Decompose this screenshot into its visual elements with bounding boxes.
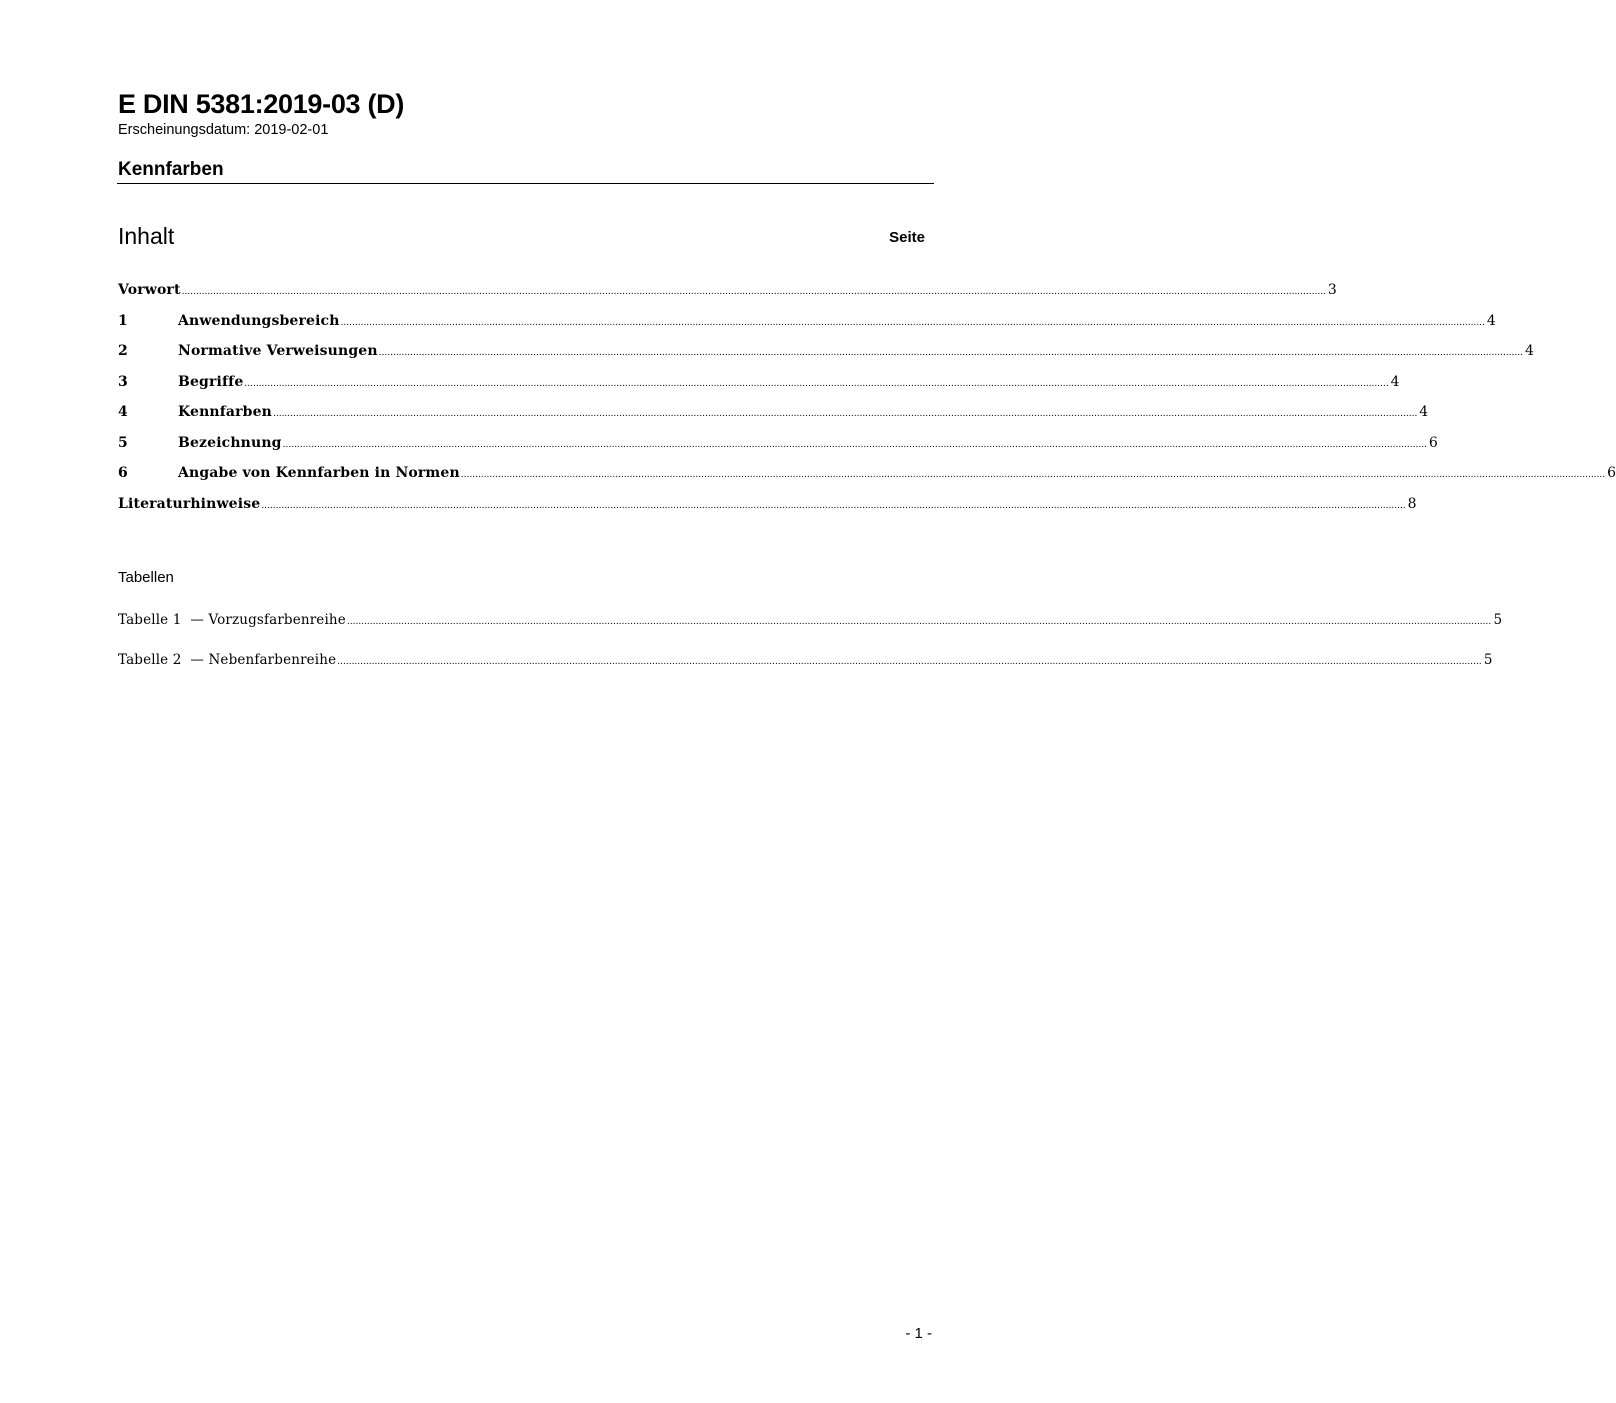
list-of-tables [118,608,1503,688]
dot-leader: ................................................................................................................................................................................................................................................................................................................................................................................................................ [272,409,1418,419]
dot-leader: ................................................................................................................................................................................................................................................................................................................................................................................................................ [460,470,1606,480]
toc-entry-page: 4 [1419,404,1429,420]
toc-entry-specification-in-standards[interactable] [118,461,1616,492]
toc-entry-terms[interactable] [118,370,1400,401]
toc-entry-page: 6 [1607,465,1616,481]
toc-entry-number: 1 [118,312,128,329]
dot-leader: ................................................................................................................................................................................................................................................................................................................................................................................................................ [282,439,1427,450]
toc-entry-label: Normative Verweisungen [178,343,378,359]
toc-entry-number: 3 [118,373,128,390]
table-of-contents [118,278,1616,522]
page-column-label: Seite [889,229,925,246]
toc-entry-page: 6 [1428,434,1438,451]
dot-leader: ................................................................................................................................................................................................................................................................................................................................................................................................................ [337,657,1482,667]
toc-entry-page: 8 [1407,495,1417,512]
table-entry-1[interactable] [118,608,1503,648]
tables-heading: Tabellen [118,569,174,586]
document-id: E DIN 5381:2019-03 (D) [118,89,405,119]
toc-entry-page: 4 [1390,373,1400,390]
toc-entry-page: 4 [1524,343,1534,359]
dot-leader: ................................................................................................................................................................................................................................................................................................................................................................................................................ [244,378,1389,389]
table-entry-label: Tabelle 1 — Vorzugsfarbenreihe [118,612,346,628]
dot-leader: ................................................................................................................................................................................................................................................................................................................................................................................................................ [346,617,1492,627]
toc-entry-bibliography[interactable] [118,492,1417,523]
dot-leader: ................................................................................................................................................................................................................................................................................................................................................................................................................ [340,317,1485,328]
toc-entry-number: 2 [118,343,128,359]
toc-entry-foreword[interactable] [118,278,1337,309]
toc-entry-scope[interactable] [118,309,1496,340]
toc-entry-page: 4 [1486,312,1496,329]
toc-entry-label: Vorwort [118,282,181,298]
toc-entry-label: Kennfarben [178,404,272,420]
table-entry-page: 5 [1493,612,1503,628]
toc-entry-number: 4 [118,404,128,420]
table-entry-2[interactable] [118,648,1493,688]
document-title: Kennfarben [118,159,224,180]
dot-leader: ................................................................................................................................................................................................................................................................................................................................................................................................................ [181,287,1326,297]
toc-entry-label: Begriffe [178,373,244,390]
toc-entry-label: Bezeichnung [178,434,282,451]
toc-entry-normative-references[interactable] [118,339,1534,370]
table-entry-label: Tabelle 2 — Nebenfarbenreihe [118,652,337,668]
toc-heading: Inhalt [118,223,175,249]
toc-entry-label: Literaturhinweise [118,495,261,512]
toc-entry-label: Anwendungsbereich [178,312,340,329]
toc-entry-identification-colours[interactable] [118,400,1429,431]
toc-entry-designation[interactable] [118,431,1438,462]
dot-leader: ................................................................................................................................................................................................................................................................................................................................................................................................................ [378,348,1523,358]
page-number: - 1 - [905,1325,932,1342]
toc-entry-number: 5 [118,434,128,451]
table-entry-page: 5 [1483,652,1493,668]
title-divider [117,183,934,184]
toc-entry-number: 6 [118,465,128,481]
dot-leader: ................................................................................................................................................................................................................................................................................................................................................................................................................ [261,500,1406,511]
toc-entry-label: Angabe von Kennfarben in Normen [178,465,460,481]
toc-entry-page: 3 [1327,282,1337,298]
publication-date: Erscheinungsdatum: 2019-02-01 [118,122,329,138]
